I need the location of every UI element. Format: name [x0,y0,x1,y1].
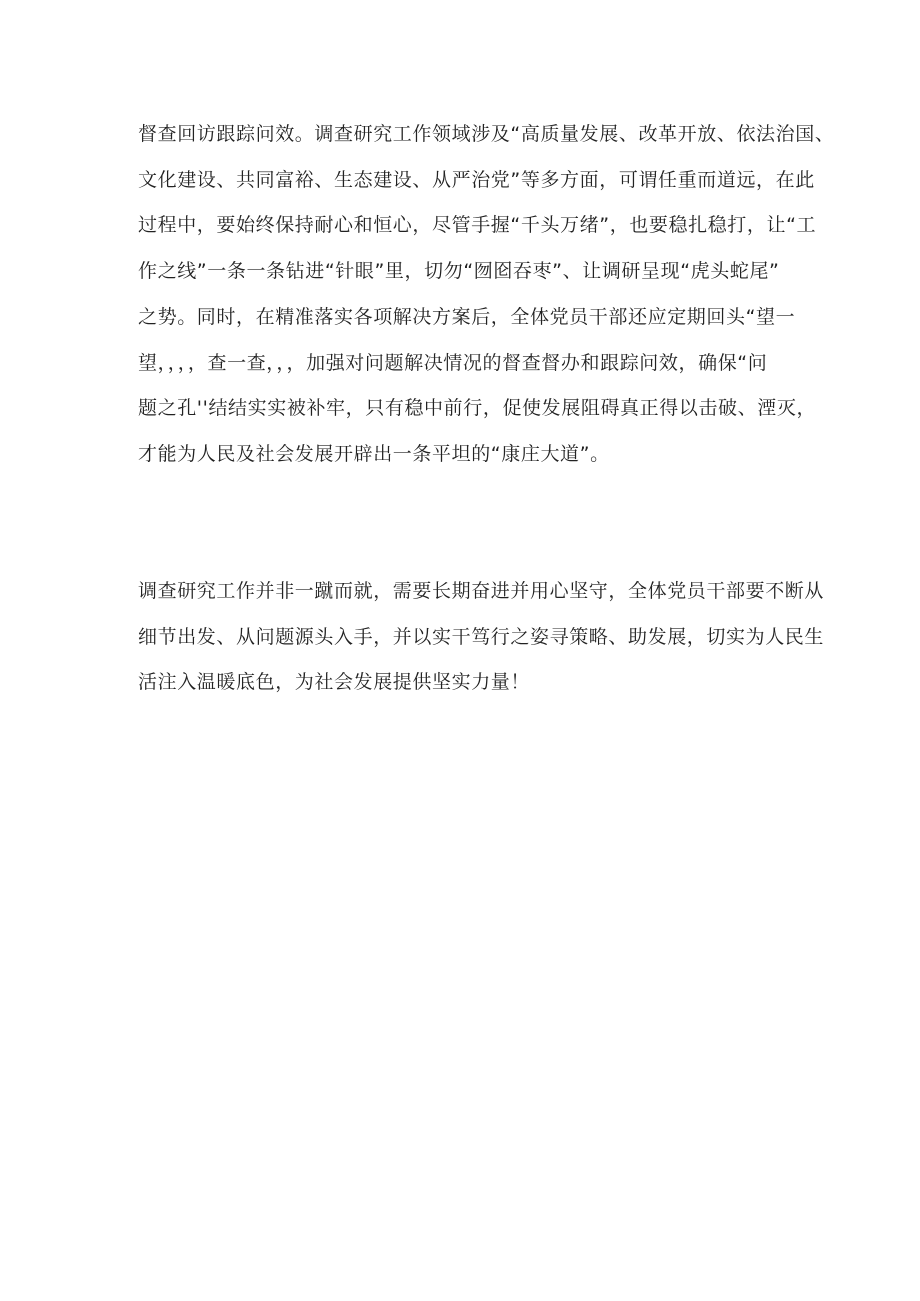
text-line: 文化建设、共同富裕、生态建设、从严治党”等多方面，可谓任重而道远，在此 [138,169,815,191]
text-line: 活注入温暖底色，为社会发展提供坚实力量！ [138,671,531,693]
text-line: 才能为人民及社会发展开辟出一条平坦的“康庄大道”。 [138,443,610,465]
text-line: 作之线”一条一条钻进“针眼”里，切勿“囫囵吞枣”、让调研呈现“虎头蛇尾” [138,260,780,282]
text-line: 督查回访跟踪问效。调查研究工作领域涉及“高质量发展、改革开放、依法治国、 [138,123,835,145]
text-line: 之势。同时，在精准落实各项解决方案后，全体党员干部还应定期回头“望一 [138,306,796,328]
text-line: 望，，，，查一查，，，加强对问题解决情况的督查督办和跟踪问效，确保“问 [138,352,768,374]
text-line: 细节出发、从问题源头入手，并以实干笃行之姿寻策略、助发展，切实为人民生 [138,626,825,648]
text-line: 过程中，要始终保持耐心和恒心，尽管手握“千头万绪”，也要稳扎稳打，让“工 [138,214,817,236]
text-line: 题之孔''结结实实被补牢，只有稳中前行，促使发展阻碍真正得以击破、湮灭， [138,397,817,419]
text-line: 调查研究工作并非一蹴而就，需要长期奋进并用心坚守，全体党员干部要不断从 [138,580,825,602]
